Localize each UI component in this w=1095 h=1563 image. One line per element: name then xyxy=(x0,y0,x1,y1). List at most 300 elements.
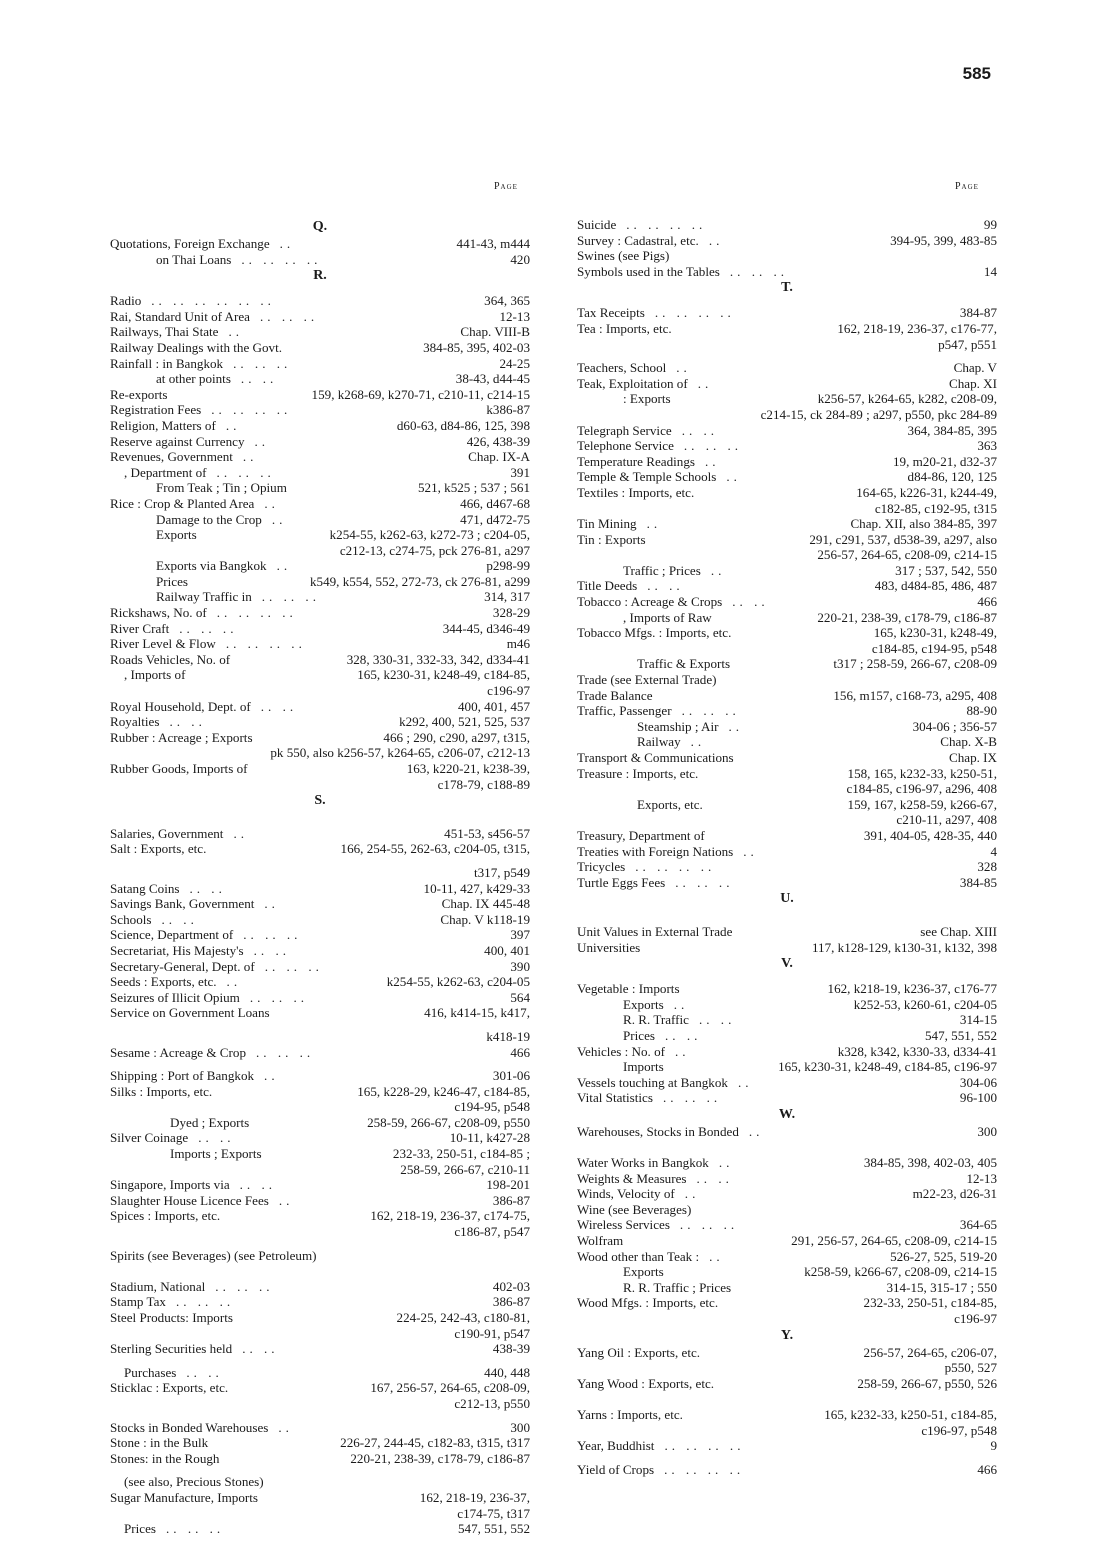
entry-label xyxy=(110,449,464,465)
entry-pages: 220-21, 238-39, c178-79, c186-87 xyxy=(817,609,997,625)
entry-label xyxy=(577,875,956,891)
spacer xyxy=(577,352,997,360)
entry-pages: Chap. IX xyxy=(948,750,997,765)
index-entry xyxy=(110,881,530,897)
entry-pages: 466 xyxy=(977,1461,997,1477)
entry-text: Treasure : Imports, etc. xyxy=(577,765,699,781)
index-entry-continuation xyxy=(577,1360,997,1376)
index-entry xyxy=(110,636,530,652)
entry-label xyxy=(577,438,973,454)
entry-pages: 426, 438-39 xyxy=(466,433,530,449)
spacer xyxy=(110,857,530,865)
index-entry xyxy=(577,1044,997,1060)
entry-text: Secretary-General, Dept. of xyxy=(110,958,255,974)
index-entry xyxy=(110,1045,530,1061)
index-entry xyxy=(577,766,997,782)
entry-label xyxy=(110,1045,506,1061)
entry-text: Unit Values in External Trade xyxy=(577,923,733,939)
index-entry xyxy=(110,1380,530,1396)
entry-pages: t317, p549 xyxy=(473,864,530,880)
entry-label xyxy=(110,1310,393,1326)
leader-dots: .. xyxy=(704,453,720,469)
leader-dots: .. .. .. .. xyxy=(216,605,297,621)
index-entry-continuation xyxy=(110,1326,530,1342)
leader-dots: .. .. .. xyxy=(233,355,292,371)
entry-label xyxy=(577,981,824,997)
entry-pages: 159, k268-69, k270-71, c210-11, c214-15 xyxy=(311,386,530,402)
index-entry xyxy=(577,376,997,392)
entry-label xyxy=(110,1435,336,1451)
entry-label xyxy=(110,714,395,730)
entry-label xyxy=(577,1264,800,1280)
leader-dots: .. xyxy=(646,516,662,532)
entry-pages: 258-59, 266-67, p550, 526 xyxy=(857,1375,997,1391)
entry-pages: 314-15, 315-17 ; 550 xyxy=(886,1279,997,1295)
entry-text: Rainfall : in Bangkok xyxy=(110,355,224,371)
entry-text: Vegetable : Imports xyxy=(577,981,680,997)
entry-label xyxy=(110,1130,446,1146)
leader-dots: .. .. xyxy=(698,1012,736,1028)
entry-pages: 420 xyxy=(510,251,530,267)
leader-dots: .. .. .. xyxy=(166,1521,225,1537)
entry-pages: 300 xyxy=(977,1123,997,1139)
entry-pages: 547, 551, 552 xyxy=(924,1027,997,1043)
index-entry xyxy=(577,703,997,719)
entry-text: Weights & Measures xyxy=(577,1170,687,1186)
entry-label xyxy=(110,512,456,528)
entry-pages: 391, 404-05, 428-35, 440 xyxy=(863,827,997,843)
entry-pages: 438-39 xyxy=(492,1341,530,1357)
entry-pages: d84-86, 120, 125 xyxy=(907,469,997,485)
entry-pages: 564 xyxy=(510,989,530,1005)
leader-dots: .. .. xyxy=(169,714,206,730)
entry-text: Swines (see Pigs) xyxy=(577,248,670,264)
entry-text: Universities xyxy=(577,939,641,955)
entry-pages: 394-95, 399, 483-85 xyxy=(890,232,997,248)
index-entry xyxy=(110,480,530,496)
index-entry xyxy=(577,656,997,672)
spacer xyxy=(577,973,997,981)
entry-label xyxy=(110,434,463,450)
entry-text: Trade (see External Trade) xyxy=(577,672,717,688)
spacer xyxy=(110,1021,530,1029)
index-entry xyxy=(577,1012,997,1028)
index-entry xyxy=(110,340,530,356)
index-entry xyxy=(110,1084,530,1100)
entry-text: Traffic ; Prices xyxy=(623,562,701,578)
entry-text: Tricycles xyxy=(577,859,626,875)
entry-text: (see also, Precious Stones) xyxy=(124,1474,264,1490)
entry-label xyxy=(110,652,343,668)
entry-pages: 451-53, s456-57 xyxy=(444,825,530,841)
entry-pages: 19, m20-21, d32-37 xyxy=(892,453,997,469)
entry-pages: 364-65 xyxy=(959,1217,997,1233)
leader-dots: .. .. xyxy=(665,1027,702,1043)
entry-label xyxy=(577,532,805,548)
entry-text: Rickshaws, No. of xyxy=(110,605,207,621)
entry-pages: 402-03 xyxy=(492,1278,530,1294)
entry-text: Wolfram xyxy=(577,1233,624,1249)
entry-text: Steamship ; Air xyxy=(637,718,719,734)
entry-pages: k418-19 xyxy=(486,1028,530,1044)
index-entry xyxy=(110,943,530,959)
entry-text: Trade Balance xyxy=(577,687,653,703)
section-letter: S. xyxy=(314,793,326,809)
spacer xyxy=(110,1412,530,1420)
entry-text: Dyed ; Exports xyxy=(170,1114,250,1130)
entry-text: Railway Dealings with the Govt. xyxy=(110,339,283,355)
index-entry xyxy=(577,264,997,280)
entry-pages: 391 xyxy=(510,464,530,480)
entry-text: Re-exports xyxy=(110,386,168,402)
entry-pages: k258-59, k266-67, c208-09, c214-15 xyxy=(804,1264,997,1280)
index-entry xyxy=(110,1279,530,1295)
index-entry xyxy=(110,1490,530,1506)
entry-label xyxy=(577,924,916,940)
entry-text: Registration Fees xyxy=(110,402,202,418)
entry-pages: 314, 317 xyxy=(484,589,530,605)
entry-pages: 314-15 xyxy=(959,1012,997,1028)
entry-text: Temperature Readings xyxy=(577,453,695,469)
entry-text: Vital Statistics xyxy=(577,1090,653,1106)
entry-text: Imports xyxy=(623,1059,664,1075)
entry-pages: 12-13 xyxy=(499,308,530,324)
leader-dots: .. xyxy=(748,1123,764,1139)
leader-dots: .. xyxy=(726,469,741,485)
entry-text: Winds, Velocity of xyxy=(577,1186,675,1202)
entry-pages: 166, 254-55, 262-63, c204-05, t315, xyxy=(340,841,530,857)
section-letter: W. xyxy=(778,1106,796,1122)
entry-pages: 4 xyxy=(990,843,997,859)
index-entry xyxy=(577,1059,997,1075)
index-entry-continuation xyxy=(577,781,997,797)
entry-text: Wood Mfgs. : Imports, etc. xyxy=(577,1295,719,1311)
index-entry xyxy=(577,438,997,454)
index-entry-continuation xyxy=(110,745,530,761)
index-entry xyxy=(577,516,997,532)
index-entry xyxy=(110,1435,530,1451)
entry-pages xyxy=(993,1202,997,1218)
entry-pages: 466 ; 290, c290, a297, t315, xyxy=(383,729,530,745)
entry-pages: c190-91, p547 xyxy=(454,1325,530,1341)
leader-dots: .. .. .. xyxy=(175,1294,235,1310)
entry-pages: 397 xyxy=(510,927,530,943)
entry-label xyxy=(110,990,506,1006)
index-entry xyxy=(577,469,997,485)
entry-pages: 158, 165, k232-33, k250-51, xyxy=(847,765,997,781)
index-entry xyxy=(110,667,530,683)
entry-pages: 24-25 xyxy=(499,355,530,371)
entry-text: Telegraph Service xyxy=(577,422,672,438)
index-entry xyxy=(110,841,530,857)
entry-label xyxy=(577,248,993,264)
index-entry xyxy=(110,959,530,975)
entry-pages xyxy=(526,1248,530,1264)
index-entry xyxy=(110,1474,530,1490)
entry-label xyxy=(577,719,909,735)
entry-pages: 466 xyxy=(510,1044,530,1060)
entry-label xyxy=(110,1208,366,1224)
leader-dots: .. xyxy=(276,558,292,574)
index-entry-continuation xyxy=(110,865,530,881)
entry-pages: 232-33, 250-51, c184-85 ; xyxy=(392,1146,530,1162)
entry-text: Symbols used in the Tables xyxy=(577,263,720,279)
entry-text: Exports xyxy=(156,527,197,543)
section-letter: Q. xyxy=(312,219,328,234)
index-entry xyxy=(110,1521,530,1537)
entry-label xyxy=(110,465,506,481)
entry-text: Water Works in Bangkok xyxy=(577,1155,709,1171)
entry-pages: 400, 401 xyxy=(484,942,530,958)
index-entry xyxy=(110,1177,530,1193)
entry-label xyxy=(110,1420,506,1436)
entry-pages: 483, d484-85, 486, 487 xyxy=(874,578,997,594)
leader-dots: .. xyxy=(728,718,744,734)
leader-dots: .. .. xyxy=(239,1177,277,1193)
index-entry xyxy=(110,558,530,574)
index-entry xyxy=(577,1345,997,1361)
leader-dots: .. .. .. xyxy=(243,927,302,943)
entry-text: From Teak ; Tin ; Opium xyxy=(156,480,287,496)
index-entry xyxy=(110,1115,530,1131)
entry-label xyxy=(110,1279,489,1295)
entry-text: Stocks in Bonded Warehouses xyxy=(110,1419,269,1435)
index-entry xyxy=(577,844,997,860)
leader-dots: .. xyxy=(737,1074,753,1090)
entry-label xyxy=(577,233,886,249)
index-entry-continuation xyxy=(577,547,997,563)
entry-text: Stone : in the Bulk xyxy=(110,1435,209,1451)
entry-label xyxy=(110,761,403,777)
entry-label xyxy=(577,656,829,672)
entry-label xyxy=(577,516,846,532)
entry-text: Suicide xyxy=(577,217,617,232)
leader-dots: .. .. xyxy=(189,880,226,896)
entry-label xyxy=(577,1012,956,1028)
page-number: 585 xyxy=(962,64,991,83)
index-entry xyxy=(110,605,530,621)
entry-text: Traffic & Exports xyxy=(637,656,731,672)
entry-text: Rubber : Acreage ; Exports xyxy=(110,729,253,745)
entry-pages: c196-97, p548 xyxy=(921,1422,997,1438)
entry-label xyxy=(110,1294,489,1310)
entry-pages: 162, 218-19, 236-37, c176-77, xyxy=(837,320,997,336)
leader-dots: .. xyxy=(676,360,691,376)
leader-dots: .. xyxy=(226,974,242,990)
spacer xyxy=(110,810,530,826)
entry-label xyxy=(577,1155,860,1171)
entry-pages: 291, 256-57, 264-65, c208-09, c214-15 xyxy=(791,1233,997,1249)
entry-pages: p298-99 xyxy=(486,558,530,574)
entry-pages: 400, 401, 457 xyxy=(457,698,530,714)
index-entry xyxy=(577,578,997,594)
index-entry xyxy=(110,589,530,605)
entry-text: Exports, etc. xyxy=(637,796,703,812)
leader-dots: .. .. .. xyxy=(679,1217,739,1233)
entry-pages: 156, m157, c168-73, a295, 408 xyxy=(833,687,997,703)
entry-pages: 526-27, 525, 519-20 xyxy=(890,1248,997,1264)
index-entry xyxy=(577,734,997,750)
entry-text: Treaties with Foreign Nations xyxy=(577,843,734,859)
index-entry xyxy=(110,449,530,465)
entry-label xyxy=(577,578,871,594)
entry-pages xyxy=(993,248,997,264)
entry-pages: 162, k218-19, k236-37, c176-77 xyxy=(827,981,997,997)
entry-label xyxy=(110,605,489,621)
leader-dots: .. .. xyxy=(161,911,198,927)
leader-dots: .. .. .. xyxy=(681,703,740,719)
entry-label xyxy=(110,402,482,418)
entry-pages: 441-43, m444 xyxy=(456,236,530,251)
entry-text: Spirits (see Beverages) (see Petroleum) xyxy=(110,1247,317,1263)
index-entry xyxy=(110,826,530,842)
entry-text: Silks : Imports, etc. xyxy=(110,1083,213,1099)
entry-pages: 162, 218-19, 236-37, xyxy=(419,1489,530,1505)
entry-pages: 328-29 xyxy=(492,605,530,621)
entry-label xyxy=(110,943,480,959)
entry-pages: 328, 330-31, 332-33, 342, d334-41 xyxy=(346,651,530,667)
index-entry xyxy=(577,1090,997,1106)
leader-dots: .. .. .. .. xyxy=(664,1438,745,1454)
index-entry xyxy=(577,1376,997,1392)
index-entry xyxy=(577,997,997,1013)
spacer xyxy=(577,297,997,305)
index-entry xyxy=(577,981,997,997)
entry-text: Wireless Services xyxy=(577,1217,670,1233)
entry-label xyxy=(577,1075,956,1091)
entry-text: Purchases xyxy=(124,1364,177,1380)
entry-label xyxy=(110,1248,526,1264)
entry-label xyxy=(110,621,439,637)
entry-pages: 88-90 xyxy=(966,703,997,719)
index-entry xyxy=(577,1264,997,1280)
index-entry xyxy=(577,248,997,264)
index-entry xyxy=(577,875,997,891)
entry-pages: 163, k220-21, k238-39, xyxy=(406,761,530,776)
index-entry xyxy=(577,610,997,626)
index-entry-continuation xyxy=(110,777,530,793)
entry-label xyxy=(110,667,353,683)
leader-dots: .. .. xyxy=(696,1170,733,1186)
entry-label xyxy=(577,360,950,376)
leader-dots: .. .. .. .. .. .. xyxy=(151,293,275,309)
index-entry-continuation xyxy=(577,1311,997,1327)
entry-label xyxy=(577,1059,774,1075)
index-entry-continuation xyxy=(577,407,997,423)
entry-label xyxy=(110,896,438,912)
index-entry xyxy=(577,360,997,376)
entry-text: Survey : Cadastral, etc. xyxy=(577,232,699,248)
entry-text: Quotations, Foreign Exchange xyxy=(110,236,270,251)
entry-text: on Thai Loans xyxy=(156,251,232,267)
entry-label xyxy=(110,636,503,652)
entry-pages: p547, p551 xyxy=(938,336,997,352)
entry-pages: 165, k230-31, k248-49, xyxy=(873,625,997,641)
index-entry xyxy=(577,1124,997,1140)
leader-dots: .. .. .. xyxy=(260,308,319,324)
entry-pages: Chap. V k118-19 xyxy=(440,911,530,927)
leader-dots: .. xyxy=(264,896,279,912)
entry-label xyxy=(577,1438,986,1454)
index-entry xyxy=(110,512,530,528)
entry-text: Exports via Bangkok xyxy=(156,558,267,574)
index-entry xyxy=(577,828,997,844)
entry-label xyxy=(577,454,889,470)
entry-text: Rice : Crop & Planted Area xyxy=(110,495,255,511)
entry-text: Traffic, Passenger xyxy=(577,703,672,719)
entry-text: Teachers, School xyxy=(577,360,667,376)
leader-dots: .. .. .. .. xyxy=(664,1461,745,1477)
index-entry xyxy=(577,688,997,704)
leader-dots: .. .. xyxy=(240,371,278,387)
index-entry xyxy=(110,714,530,730)
entry-pages: c194-95, p548 xyxy=(454,1099,530,1115)
entry-text: R. R. Traffic ; Prices xyxy=(623,1279,732,1295)
entry-pages: t317 ; 258-59, 266-67, c208-09 xyxy=(833,656,997,672)
entry-label xyxy=(577,625,870,641)
leader-dots: .. xyxy=(264,1068,279,1084)
entry-label xyxy=(577,750,945,766)
leader-dots: .. xyxy=(233,825,248,841)
entry-pages: 386-87 xyxy=(492,1294,530,1310)
entry-text: , Department of xyxy=(124,464,207,480)
entry-label xyxy=(577,1462,973,1478)
leader-dots: .. .. xyxy=(242,1341,279,1357)
entry-label xyxy=(577,688,829,704)
entry-pages: 258-59, 266-67, c210-11 xyxy=(400,1161,530,1177)
index-entry-continuation xyxy=(577,812,997,828)
entry-label xyxy=(110,974,383,990)
entry-label xyxy=(577,485,852,501)
entry-pages: c212-13, p550 xyxy=(454,1395,530,1411)
index-entry xyxy=(577,1202,997,1218)
entry-pages: 167, 256-57, 264-65, c208-09, xyxy=(370,1380,530,1396)
index-entry-continuation xyxy=(577,337,997,353)
entry-label xyxy=(110,340,419,356)
entry-text: Sesame : Acreage & Crop xyxy=(110,1044,246,1060)
entry-text: Savings Bank, Government xyxy=(110,896,255,912)
column-heading-right: Page xyxy=(955,181,979,192)
leader-dots: .. .. .. xyxy=(216,464,275,480)
index-entry xyxy=(110,621,530,637)
entry-pages: Chap. X-B xyxy=(940,734,997,750)
entry-label xyxy=(110,959,506,975)
entry-text: Vessels touching at Bangkok xyxy=(577,1074,728,1090)
index-entry xyxy=(577,233,997,249)
entry-pages: pk 550, also k256-57, k264-65, c206-07, c212-13 xyxy=(270,745,530,761)
entry-label xyxy=(577,1090,956,1106)
entry-text: Science, Department of xyxy=(110,927,234,943)
entry-pages: 440, 448 xyxy=(484,1364,530,1380)
entry-label xyxy=(110,1005,420,1021)
entry-text: Satang Coins xyxy=(110,880,180,896)
leader-dots: .. .. xyxy=(198,1130,235,1146)
entry-label xyxy=(110,826,440,842)
index-entry-continuation xyxy=(577,501,997,517)
entry-label xyxy=(577,1217,956,1233)
entry-pages: 471, d472-75 xyxy=(460,511,530,527)
index-entry xyxy=(577,391,997,407)
leader-dots: .. .. xyxy=(681,422,719,438)
entry-label xyxy=(110,558,482,574)
entry-pages: 344-45, d346-49 xyxy=(442,620,530,636)
index-entry xyxy=(110,1068,530,1084)
index-entry xyxy=(577,625,997,641)
entry-text: Yang Wood : Exports, etc. xyxy=(577,1375,715,1391)
entry-text: : Exports xyxy=(623,391,671,407)
entry-pages: 165, k228-29, k246-47, c184-85, xyxy=(357,1083,530,1099)
entry-label xyxy=(577,859,973,875)
